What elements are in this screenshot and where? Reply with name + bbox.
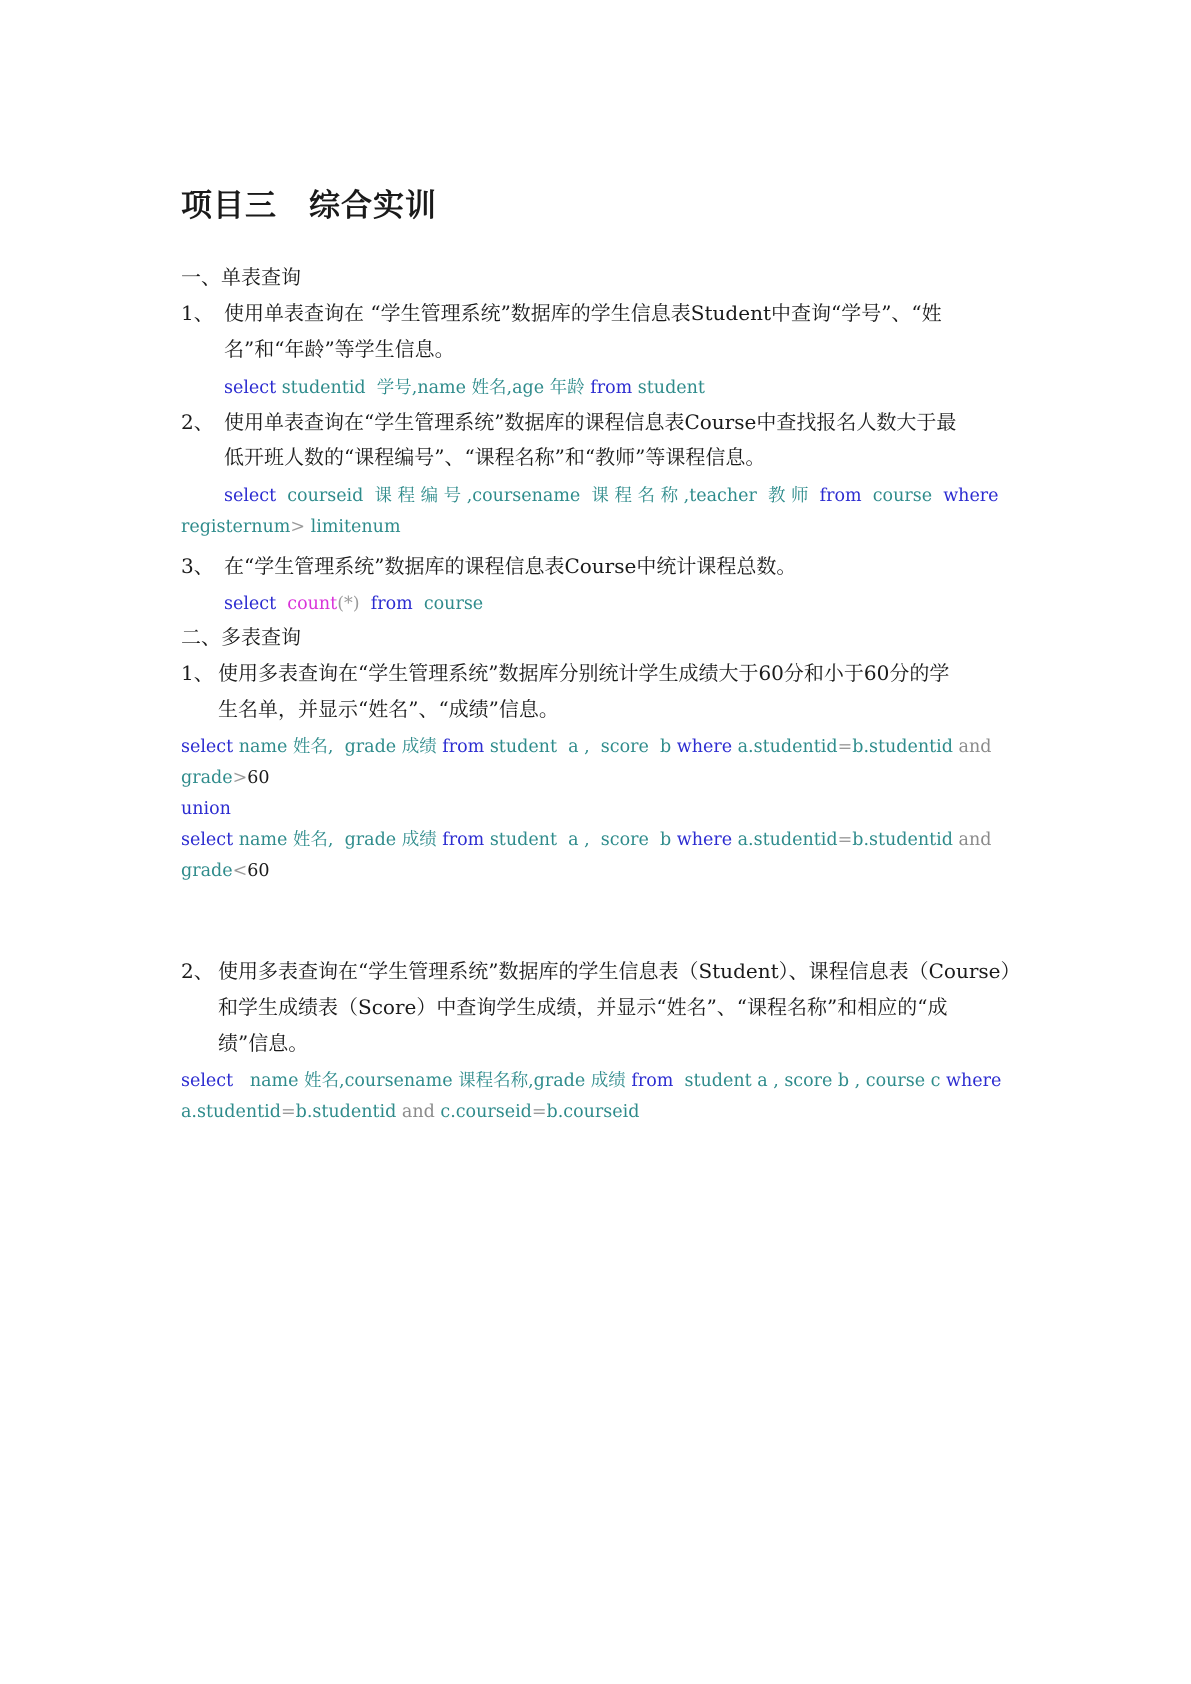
question-text: 和学生成绩表（Score）中查询学生成绩，并显示“姓名”、“课程名称”和相应的“成 (218, 995, 948, 1019)
sql-keyword: select (224, 486, 277, 506)
sql-operator: and (958, 737, 992, 757)
sql-text: student a , score b (484, 737, 677, 757)
section-heading-single-table: 一、单表查询 (181, 265, 301, 289)
sql-operator: > (290, 517, 306, 537)
sql-text: b.studentid (852, 830, 959, 850)
question-text: 生名单，并显示“姓名”、“成绩”信息。 (218, 697, 559, 721)
sql-text: name 姓名,coursename 课程名称,grade 成绩 (233, 1071, 632, 1091)
sql-code (181, 766, 270, 790)
question-number: 2、 (181, 410, 214, 434)
question-text: 使用单表查询在 “学生管理系统”数据库的学生信息表Student中查询“学号”、“姓 (224, 301, 942, 325)
sql-text: b.studentid (295, 1102, 402, 1122)
sql-code (181, 515, 401, 539)
sql-text: course (861, 486, 944, 506)
sql-keyword: select (224, 378, 277, 398)
sql-text: c.courseid (434, 1102, 532, 1122)
question-number: 1、 (181, 301, 214, 325)
question-text: 名”和“年龄”等学生信息。 (224, 337, 455, 361)
sql-keyword: from (442, 737, 485, 757)
sql-text: student (632, 378, 705, 398)
question-text: 低开班人数的“课程编号”、“课程名称”和“教师”等课程信息。 (224, 445, 766, 469)
sql-text: limitenum (305, 517, 401, 537)
sql-keyword: select (181, 830, 234, 850)
sql-keyword: from (631, 1071, 674, 1091)
sql-keyword: where (943, 486, 999, 506)
sql-text: studentid 学号,name 姓名,age 年龄 (276, 378, 591, 398)
sql-operator: < (232, 861, 248, 881)
sql-code (224, 484, 999, 508)
sql-keyword: where (946, 1071, 1002, 1091)
sql-text: a.studentid (732, 830, 838, 850)
sql-code (181, 1069, 1001, 1093)
sql-keyword: select (181, 737, 234, 757)
sql-text: name 姓名, grade 成绩 (233, 830, 443, 850)
sql-operator: and (958, 830, 992, 850)
sql-keyword: from (370, 594, 413, 614)
sql-text (276, 594, 287, 614)
sql-text: student a , score b , course c (673, 1071, 947, 1091)
question-number: 2、 (181, 959, 214, 983)
sql-keyword: select (181, 1071, 234, 1091)
sql-text: a.studentid (181, 1102, 281, 1122)
sql-operator: (*) (337, 594, 360, 614)
sql-operator: > (232, 768, 248, 788)
sql-operator: = (531, 1102, 547, 1122)
sql-keyword: from (442, 830, 485, 850)
sql-text: name 姓名, grade 成绩 (233, 737, 443, 757)
sql-code (181, 828, 991, 852)
document-title: 项目三 综合实训 (181, 188, 437, 224)
sql-function: count (287, 594, 338, 614)
section-heading-multi-table: 二、多表查询 (181, 625, 301, 649)
question-text: 使用单表查询在“学生管理系统”数据库的课程信息表Course中查找报名人数大于最 (224, 410, 957, 434)
sql-text: grade (181, 861, 233, 881)
sql-keyword: select (224, 594, 277, 614)
sql-number: 60 (247, 768, 270, 788)
question-text: 使用多表查询在“学生管理系统”数据库分别统计学生成绩大于60分和小于60分的学 (218, 661, 950, 685)
sql-keyword: from (590, 378, 633, 398)
sql-text: course (412, 594, 484, 614)
sql-keyword: where (676, 737, 733, 757)
question-number: 3、 (181, 554, 214, 578)
question-text: 绩”信息。 (218, 1031, 309, 1055)
question-text: 在“学生管理系统”数据库的课程信息表Course中统计课程总数。 (224, 554, 797, 578)
sql-text: b.courseid (546, 1102, 640, 1122)
sql-code (181, 859, 270, 883)
sql-text: registernum (181, 517, 291, 537)
sql-operator: = (837, 737, 853, 757)
sql-keyword: where (676, 830, 733, 850)
sql-text: grade (181, 768, 233, 788)
sql-text: courseid 课 程 编 号 ,coursename 课 程 名 称 ,teacher 教 师 (276, 486, 820, 506)
question-number: 1、 (181, 661, 214, 685)
sql-operator: and (401, 1102, 435, 1122)
sql-keyword: union (181, 799, 231, 819)
sql-number: 60 (247, 861, 270, 881)
sql-code (181, 797, 231, 821)
sql-operator: = (280, 1102, 296, 1122)
sql-text: b.studentid (852, 737, 959, 757)
sql-code (224, 592, 483, 616)
sql-text: student a , score b (484, 830, 677, 850)
sql-code (181, 735, 991, 759)
sql-text: a.studentid (732, 737, 838, 757)
sql-operator: = (837, 830, 853, 850)
question-text: 使用多表查询在“学生管理系统”数据库的学生信息表（Student）、课程信息表（Course） (218, 959, 1021, 983)
sql-text (360, 594, 371, 614)
sql-code (181, 1100, 639, 1124)
sql-keyword: from (819, 486, 862, 506)
sql-code (224, 376, 705, 400)
